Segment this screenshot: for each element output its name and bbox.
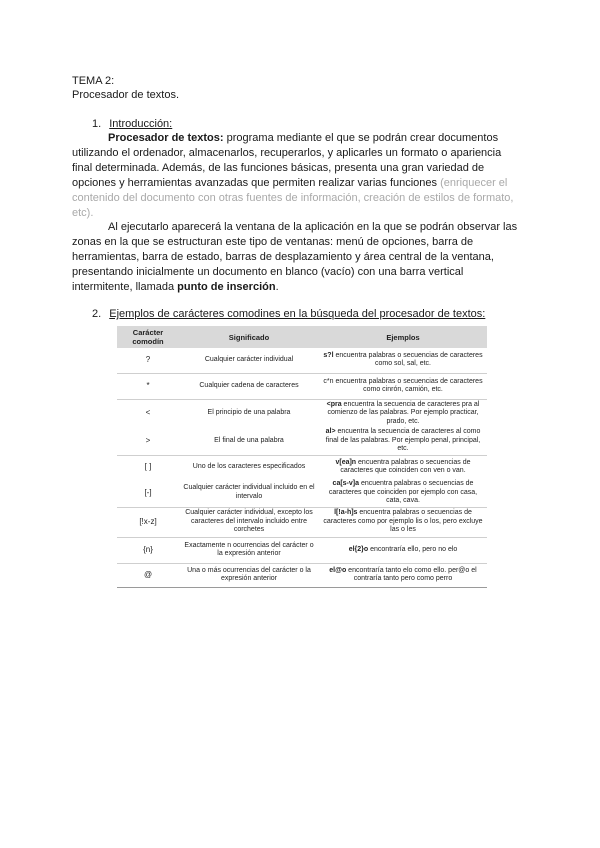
example-pattern: l[!a-h]s <box>334 509 358 517</box>
wildcard-symbol: [ ] <box>144 462 152 471</box>
example-text: encuentra la secuencia de caracteres pra al comienzo de las palabras. Por ejemplo practicar, prado, etc. <box>327 400 480 425</box>
example-text: encuentra palabras o secuencias de caracteres como sol, sal, etc. <box>333 351 483 368</box>
wildcard-example <box>319 427 487 455</box>
insertion-point-term: punto de inserción <box>177 281 276 293</box>
intro-paragraph-1 <box>72 131 518 221</box>
header-meaning: Significado <box>179 326 319 348</box>
intro-bold-lead: Procesador de textos: <box>108 132 224 144</box>
example-text: encontraría ello, pero no elo <box>368 545 458 553</box>
window-description: Al ejecutarlo aparecerá la ventana de la aplicación en la que se podrán observar las zonas en la que se estructuran este tipo de ventanas: menú de opciones, barra de herramientas, barra de estado, barras de desplazamiento y área central de la ventana, presentando inicialmente un documento en blanco (vacío) con una barra vertical intermitente, llamada <box>72 221 518 293</box>
wildcard-symbol: [!x-z] <box>117 507 179 537</box>
table-row <box>117 479 487 507</box>
example-text: encontraría tanto elo como ello. per@o el contraría tanto pero como perro <box>346 566 477 582</box>
table-row <box>117 537 487 563</box>
table-row <box>117 563 487 587</box>
wildcard-meaning: El principio de una palabra <box>207 409 291 416</box>
intro-paragraph-2 <box>72 220 522 295</box>
example-text: encuentra la secuencia de caracteres al como final de las palabras. Por ejemplo penal, principal, etc. <box>325 428 481 452</box>
example-pattern: s?l <box>323 351 334 359</box>
wildcard-meaning: Una o más ocurrencias del carácter o la expresión anterior <box>179 563 319 587</box>
example-text: encuentra palabras o secuencias de caracteres que coinciden con ven o van. <box>340 458 471 475</box>
example-text: encuentra palabras o secuencias de caracteres que coinciden por ejemplo con casa, cata, cava. <box>328 480 478 504</box>
wildcard-symbol: ? <box>117 348 179 373</box>
section-2-title: Ejemplos de carácteres comodines en la búsqueda del procesador de textos: <box>109 308 486 320</box>
paragraph-end: . <box>275 281 279 293</box>
table-row <box>117 348 487 373</box>
table-row <box>117 427 487 455</box>
example-pattern: <pra <box>326 400 342 408</box>
header-wildcard: Carácter comodín <box>117 326 179 348</box>
example-text: encuentra palabras o secuencias de caracteres como por ejemplo lis o los, pero excluye las o les <box>323 509 483 534</box>
header-examples: Ejemplos <box>319 326 487 348</box>
example-pattern: al> <box>325 428 336 435</box>
wildcard-example <box>319 537 487 563</box>
table-header-row <box>117 326 487 348</box>
wildcard-meaning: Cualquier carácter individual, excepto los caracteres del intervalo incluido entre corchetes <box>179 507 319 537</box>
wildcard-example <box>319 563 487 587</box>
wildcard-example <box>319 479 487 507</box>
intro-text: programa mediante el que se podrán crear documentos utilizando el ordenador, almacenarlos, recuperarlos, y aplicarles un formato o apariencia final determinada. Además, de las funciones básicas, presenta una gran variedad de opciones y herramientas avanzadas que permiten realizar varias funciones <box>72 132 502 189</box>
wildcard-meaning: El final de una palabra <box>179 427 319 455</box>
section-1-title: Introducción: <box>109 118 173 130</box>
wildcard-meaning: Exactamente n ocurrencias del carácter o la expresión anterior <box>179 537 319 563</box>
example-pattern: ca[s-v]a <box>332 480 360 487</box>
wildcard-symbol: @ <box>117 563 179 587</box>
example-pattern: v[ea]n <box>335 458 357 466</box>
document-subtitle: Procesador de textos. <box>72 89 180 101</box>
wildcard-meaning: Cualquier cadena de caracteres <box>179 373 319 399</box>
wildcard-symbol: < <box>145 408 151 417</box>
wildcard-table <box>117 326 487 588</box>
wildcard-meaning: Cualquier carácter individual <box>179 348 319 373</box>
example-pattern: el@o <box>329 566 347 574</box>
wildcard-example <box>319 507 487 537</box>
wildcard-symbol: * <box>117 373 179 399</box>
table-row <box>117 373 487 399</box>
wildcard-meaning: Uno de los caracteres especificados <box>192 463 306 470</box>
wildcard-example <box>319 373 487 399</box>
wildcard-example <box>319 455 487 479</box>
section-1-number: 1. <box>92 118 102 130</box>
wildcard-example <box>319 348 487 373</box>
example-text: c*n encuentra palabras o secuencias de caracteres como cinrón, camión, etc. <box>323 377 483 393</box>
intro-grey-note: (enriquecer el contenido del documento con otras fuentes de información, creación de estilos de formato, etc). <box>72 177 514 219</box>
document-tema: TEMA 2: <box>72 75 115 87</box>
section-2-heading <box>92 307 485 321</box>
table-row <box>117 399 487 427</box>
example-pattern: el{2}o <box>348 545 369 553</box>
table-row <box>117 507 487 537</box>
table-row <box>117 455 487 479</box>
wildcard-example <box>319 399 487 427</box>
section-1-heading <box>92 117 172 131</box>
wildcard-symbol: > <box>117 427 179 455</box>
wildcard-meaning: Cualquier carácter individual incluido en el intervalo <box>179 479 319 507</box>
wildcard-symbol: [-] <box>117 479 179 507</box>
section-2-number: 2. <box>92 308 102 320</box>
wildcard-symbol: {n} <box>117 537 179 563</box>
